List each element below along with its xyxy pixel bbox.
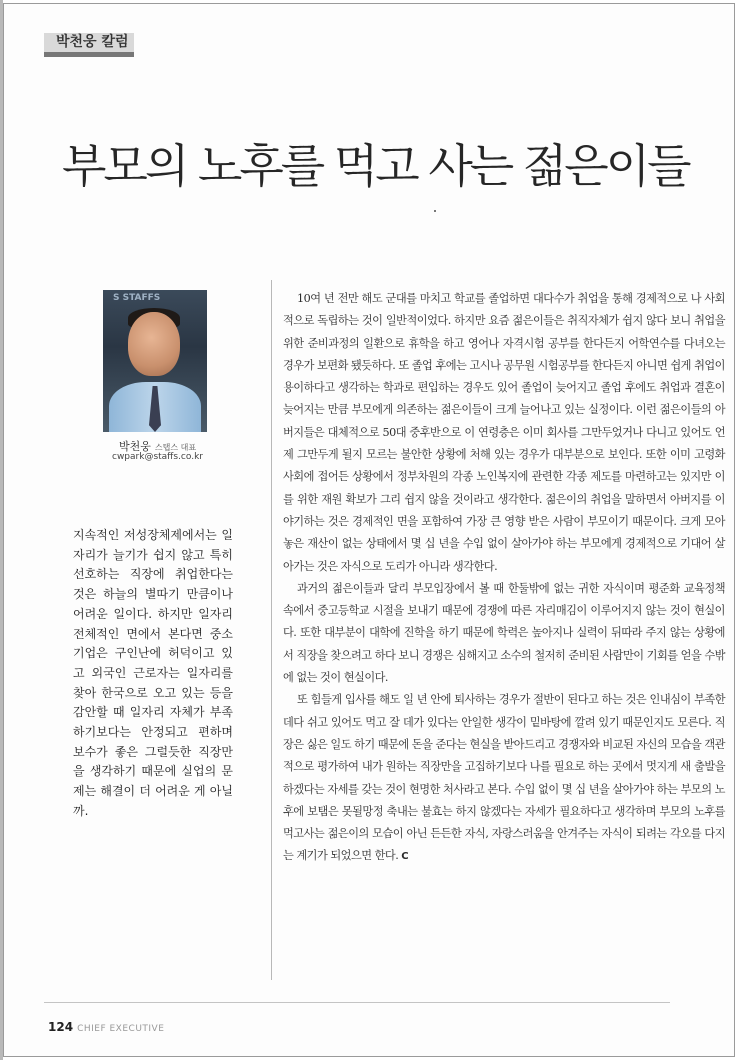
photo-face bbox=[128, 312, 180, 376]
photo-sign-text: S STAFFS bbox=[113, 293, 161, 303]
page-number: 124 bbox=[48, 1020, 74, 1034]
pullquote-text: 지속적인 저성장체제에서는 일자리가 늘기가 쉽지 않고 특히 선호하는 직장에 취업한다는 것은 하늘의 별따기 만큼이나 어려운 일이다. 하지만 일자리 전체적인 면에서 본다면 중소기업은 구인난에 허덕이고 있고 외국인 근로자는 일자리를 찾아 한국으로 오고 있는 등을 감안할 때 일자리 자체가 부족하기보다는 안정되고 편하며 보수가 좋은 그럴듯한 직장만을 생각하기 때문에 실업의 문제는 해결이 더 어려운 게 아닐까. bbox=[73, 528, 233, 818]
body-paragraph-2: 과거의 젊은이들과 달리 부모입장에서 볼 때 한둘밖에 없는 귀한 자식이며 평준화 교육정책 속에서 중고등학교 시절을 보내기 때문에 경쟁에 따른 자리매김이 이루어지지 않는 것이 현실이다. 또한 대부분이 대학에 진학을 하기 때문에 학력은 높아지나 실력이 뒤따라 주지 않는 상황에서 직장을 찾으려고 하다 보니 경쟁은 심해지고 소수의 철저히 준비된 사람만이 기회를 얻을 수밖에 없는 것이 현실이다. bbox=[283, 581, 725, 685]
body-paragraph-3 bbox=[283, 689, 725, 868]
article-body bbox=[283, 288, 725, 869]
section-label: 박천웅 칼럼 bbox=[44, 33, 134, 52]
footer-rule bbox=[44, 1002, 670, 1003]
column-divider bbox=[271, 280, 272, 980]
magazine-name: CHIEF EXECUTIVE bbox=[77, 1024, 165, 1034]
author-name: 박천웅 bbox=[119, 440, 151, 453]
section-underline bbox=[44, 52, 134, 57]
article-title: 부모의 노후를 먹고 사는 젊은이들 bbox=[62, 139, 689, 193]
author-photo bbox=[103, 290, 207, 432]
body-paragraph-3-text: 또 힘들게 입사를 해도 일 년 안에 퇴사하는 경우가 절반이 된다고 하는 것은 인내심이 부족한데다 쉬고 있어도 먹고 잘 데가 있다는 안일한 생각이 밑바탕에 깔려 있기 때문인지도 모른다. 직장은 싫은 일도 하기 때문에 돈을 준다는 현실을 받아드리고 경쟁자와 비교된 자신의 모습을 객관적으로 평가하여 내가 원하는 직장만을 고집하기보다 나를 필요로 하는 곳에서 멋지게 새 출발을 하겠다는 자세를 갖는 것이 현명한 처사라고 본다. 수입 없이 몇 십 년을 살아가야 하는 부모의 노후에 보탬은 못될망정 축내는 불효는 하지 않겠다는 자세가 필요하다고 생각하며 부모의 노후를 먹고사는 젊은이의 모습이 아닌 든든한 자식, 자랑스러움을 안겨주는 자식이 되려는 각오를 다지는 계기가 되었으면 한다. bbox=[283, 693, 725, 863]
author-email: cwpark@staffs.co.kr bbox=[112, 452, 204, 462]
end-mark-icon: C bbox=[401, 851, 409, 863]
print-speck bbox=[434, 210, 436, 212]
page-footer bbox=[48, 1016, 164, 1035]
pullquote bbox=[73, 526, 233, 822]
author-role: 스탭스 대표 bbox=[154, 443, 197, 452]
body-paragraph-1: 10여 년 전만 해도 군대를 마치고 학교를 졸업하면 대다수가 취업을 통해 경제적으로 나 사회적으로 독립하는 것이 일반적이었다. 하지만 요즘 젊은이들은 취직자체가 쉽지 않다 보니 취업을 위한 준비과정의 일환으로 휴학을 하고 영어나 자격시험 공부를 한다든지 어학연수를 다녀오는 경우가 보편화 됐듯하다. 또 졸업 후에는 고시나 공무원 시험공부를 한다든지 아니면 쉽게 취업이 용이하다고 생각하는 학과로 편입하는 경우도 있어 졸업이 늦어지고 졸업 후에도 취업과 결혼이 늦어지는 만큼 부모에게 의존하는 젊은이들이 크게 늘어나고 있는 실정이다. 이런 젊은이들의 아버지들은 대체적으로 50대 중후반으로 이 연령층은 이미 회사를 그만두었거나 다니고 있어도 언제 그만두게 될지 모르는 불안한 상황에 처해 있는 경우가 대부분으로 보인다. 또한 이미 고령화사회에 접어든 상황에서 정부차원의 각종 노인복지에 관련한 각종 제도를 마련하고는 있지만 이를 위한 재원 확보가 그리 쉽지 않을 것이라고 생각한다. 젊은이의 취업을 말하면서 아버지를 이야기하는 것은 경제적인 면을 포함하여 가장 큰 영향 받은 사람이 부모이기 때문이다. 크게 모아놓은 재산이 없는 상태에서 몇 십 년을 수입 없이 살아가야 하는 부모에게 경제적으로 기대어 살아가는 것은 자식으로 도리가 아니라 생각한다. bbox=[283, 292, 725, 573]
